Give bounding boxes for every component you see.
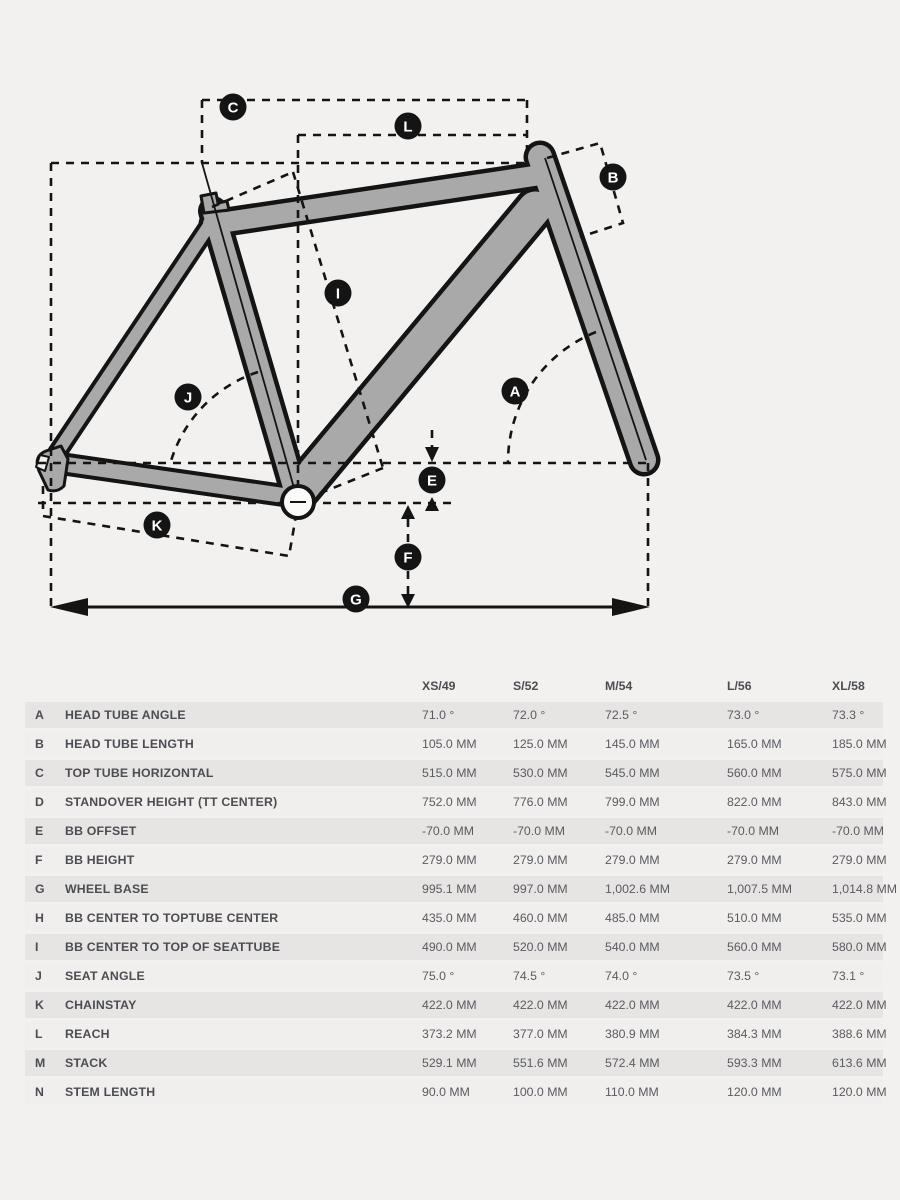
row-value-L/56: 279.0 MM [700,847,806,873]
table-row-M [25,1050,883,1076]
arrowhead-e-up [425,497,439,511]
row-value-M/54: 380.9 MM [593,1021,700,1047]
row-letter: A [25,702,65,728]
label-letter: I [335,285,341,303]
size-label-C [220,94,247,121]
table-row-I [25,934,883,960]
label-letter: C [227,99,239,117]
row-value-L/56: 510.0 MM [700,905,806,931]
row-value-S/52: 551.6 MM [501,1050,593,1076]
row-value-XS/49: 515.0 MM [410,760,501,786]
row-measurement-name: BB OFFSET [65,818,410,844]
row-measurement-name: HEAD TUBE ANGLE [65,702,410,728]
bike-frame-fill [57,157,644,502]
row-measurement-name: HEAD TUBE LENGTH [65,731,410,757]
arrowhead-f-up [401,505,415,519]
row-letter: C [25,760,65,786]
row-value-L/56: 560.0 MM [700,760,806,786]
geometry-table-header [25,673,883,699]
row-value-M/54: 279.0 MM [593,847,700,873]
column-header-L/56: L/56 [727,679,752,693]
row-value-XL/58: 73.3 ° [806,702,883,728]
row-value-L/56: 384.3 MM [700,1021,806,1047]
header-spacer-name [65,673,410,699]
label-letter: A [509,383,521,401]
row-value-L/56: 120.0 MM [700,1079,806,1105]
label-letter: G [350,591,362,609]
row-value-XL/58: 388.6 MM [806,1021,883,1047]
row-value-S/52: 997.0 MM [501,876,593,902]
row-value-L/56: -70.0 MM [700,818,806,844]
row-letter: I [25,934,65,960]
row-value-M/54: 74.0 ° [593,963,700,989]
label-letter: F [403,549,413,567]
table-row-D [25,789,883,815]
column-header-XS/49: XS/49 [422,679,456,693]
row-value-M/54: 422.0 MM [593,992,700,1018]
table-row-G [25,876,883,902]
column-header-M/54: M/54 [605,679,633,693]
row-value-XL/58: 613.6 MM [806,1050,883,1076]
row-measurement-name: SEAT ANGLE [65,963,410,989]
row-value-S/52: 422.0 MM [501,992,593,1018]
row-letter: D [25,789,65,815]
row-value-S/52: 776.0 MM [501,789,593,815]
column-header-XL/58: XL/58 [832,679,865,693]
row-value-M/54: 485.0 MM [593,905,700,931]
label-letter: B [607,169,619,187]
row-value-L/56: 165.0 MM [700,731,806,757]
size-label-B [600,164,627,191]
row-letter: J [25,963,65,989]
row-measurement-name: BB CENTER TO TOPTUBE CENTER [65,905,410,931]
row-value-XS/49: 422.0 MM [410,992,501,1018]
table-row-E [25,818,883,844]
size-label-J [175,384,202,411]
row-letter: H [25,905,65,931]
row-value-XS/49: 995.1 MM [410,876,501,902]
row-value-XL/58: 185.0 MM [806,731,883,757]
row-letter: E [25,818,65,844]
row-measurement-name: TOP TUBE HORIZONTAL [65,760,410,786]
row-value-S/52: 72.0 ° [501,702,593,728]
row-value-XL/58: -70.0 MM [806,818,883,844]
table-row-F [25,847,883,873]
row-value-XS/49: 105.0 MM [410,731,501,757]
row-value-XS/49: 529.1 MM [410,1050,501,1076]
size-label-L [395,113,422,140]
row-value-S/52: 530.0 MM [501,760,593,786]
row-value-S/52: -70.0 MM [501,818,593,844]
row-value-XS/49: 279.0 MM [410,847,501,873]
size-label-F [395,544,422,571]
row-value-M/54: 110.0 MM [593,1079,700,1105]
row-measurement-name: STEM LENGTH [65,1079,410,1105]
arrowhead-e-down [425,447,439,462]
size-label-K [144,512,171,539]
geometry-table [25,670,897,1108]
size-label-E [419,467,446,494]
row-measurement-name: BB CENTER TO TOP OF SEATTUBE [65,934,410,960]
row-value-XS/49: 490.0 MM [410,934,501,960]
row-letter: F [25,847,65,873]
table-row-C [25,760,883,786]
table-row-A [25,702,883,728]
row-value-L/56: 822.0 MM [700,789,806,815]
row-letter: K [25,992,65,1018]
row-value-XL/58: 1,014.8 MM [806,876,883,902]
row-value-XL/58: 120.0 MM [806,1079,883,1105]
row-value-S/52: 279.0 MM [501,847,593,873]
row-value-S/52: 100.0 MM [501,1079,593,1105]
row-value-XL/58: 575.0 MM [806,760,883,786]
row-value-L/56: 1,007.5 MM [700,876,806,902]
column-header-S/52: S/52 [513,679,539,693]
row-value-M/54: 72.5 ° [593,702,700,728]
row-value-XL/58: 279.0 MM [806,847,883,873]
label-letter: K [151,517,163,535]
table-row-N [25,1079,883,1105]
row-value-XS/49: 373.2 MM [410,1021,501,1047]
row-value-L/56: 73.5 ° [700,963,806,989]
row-letter: N [25,1079,65,1105]
label-letter: L [403,118,413,136]
row-value-M/54: 572.4 MM [593,1050,700,1076]
size-label-G [343,586,370,613]
size-label-I [325,280,352,307]
table-row-J [25,963,883,989]
row-measurement-name: BB HEIGHT [65,847,410,873]
label-letter: E [426,472,438,490]
row-value-XL/58: 535.0 MM [806,905,883,931]
row-letter: G [25,876,65,902]
row-value-XL/58: 580.0 MM [806,934,883,960]
row-value-M/54: -70.0 MM [593,818,700,844]
row-value-M/54: 799.0 MM [593,789,700,815]
arrowhead-right [612,598,650,616]
row-value-XS/49: 752.0 MM [410,789,501,815]
row-value-S/52: 74.5 ° [501,963,593,989]
row-value-XL/58: 422.0 MM [806,992,883,1018]
row-value-XL/58: 73.1 ° [806,963,883,989]
row-value-M/54: 1,002.6 MM [593,876,700,902]
row-value-L/56: 422.0 MM [700,992,806,1018]
row-value-XS/49: 71.0 ° [410,702,501,728]
row-value-S/52: 460.0 MM [501,905,593,931]
row-value-L/56: 73.0 ° [700,702,806,728]
table-row-H [25,905,883,931]
row-measurement-name: CHAINSTAY [65,992,410,1018]
row-value-XS/49: 75.0 ° [410,963,501,989]
row-letter: M [25,1050,65,1076]
row-value-S/52: 125.0 MM [501,731,593,757]
row-value-L/56: 560.0 MM [700,934,806,960]
arrowhead-left [50,598,88,616]
row-value-M/54: 545.0 MM [593,760,700,786]
size-label-A [502,378,529,405]
table-row-L [25,1021,883,1047]
steerer-axis [545,158,646,460]
row-value-M/54: 145.0 MM [593,731,700,757]
row-value-L/56: 593.3 MM [700,1050,806,1076]
row-value-XS/49: 90.0 MM [410,1079,501,1105]
row-value-XL/58: 843.0 MM [806,789,883,815]
row-value-M/54: 540.0 MM [593,934,700,960]
label-letter: J [183,389,193,407]
row-value-XS/49: -70.0 MM [410,818,501,844]
row-measurement-name: STACK [65,1050,410,1076]
row-letter: L [25,1021,65,1047]
row-value-XS/49: 435.0 MM [410,905,501,931]
row-measurement-name: WHEEL BASE [65,876,410,902]
row-measurement-name: STANDOVER HEIGHT (TT CENTER) [65,789,410,815]
row-letter: B [25,731,65,757]
table-row-B [25,731,883,757]
table-row-K [25,992,883,1018]
header-spacer-letter [25,673,65,699]
row-value-S/52: 520.0 MM [501,934,593,960]
row-value-S/52: 377.0 MM [501,1021,593,1047]
row-measurement-name: REACH [65,1021,410,1047]
